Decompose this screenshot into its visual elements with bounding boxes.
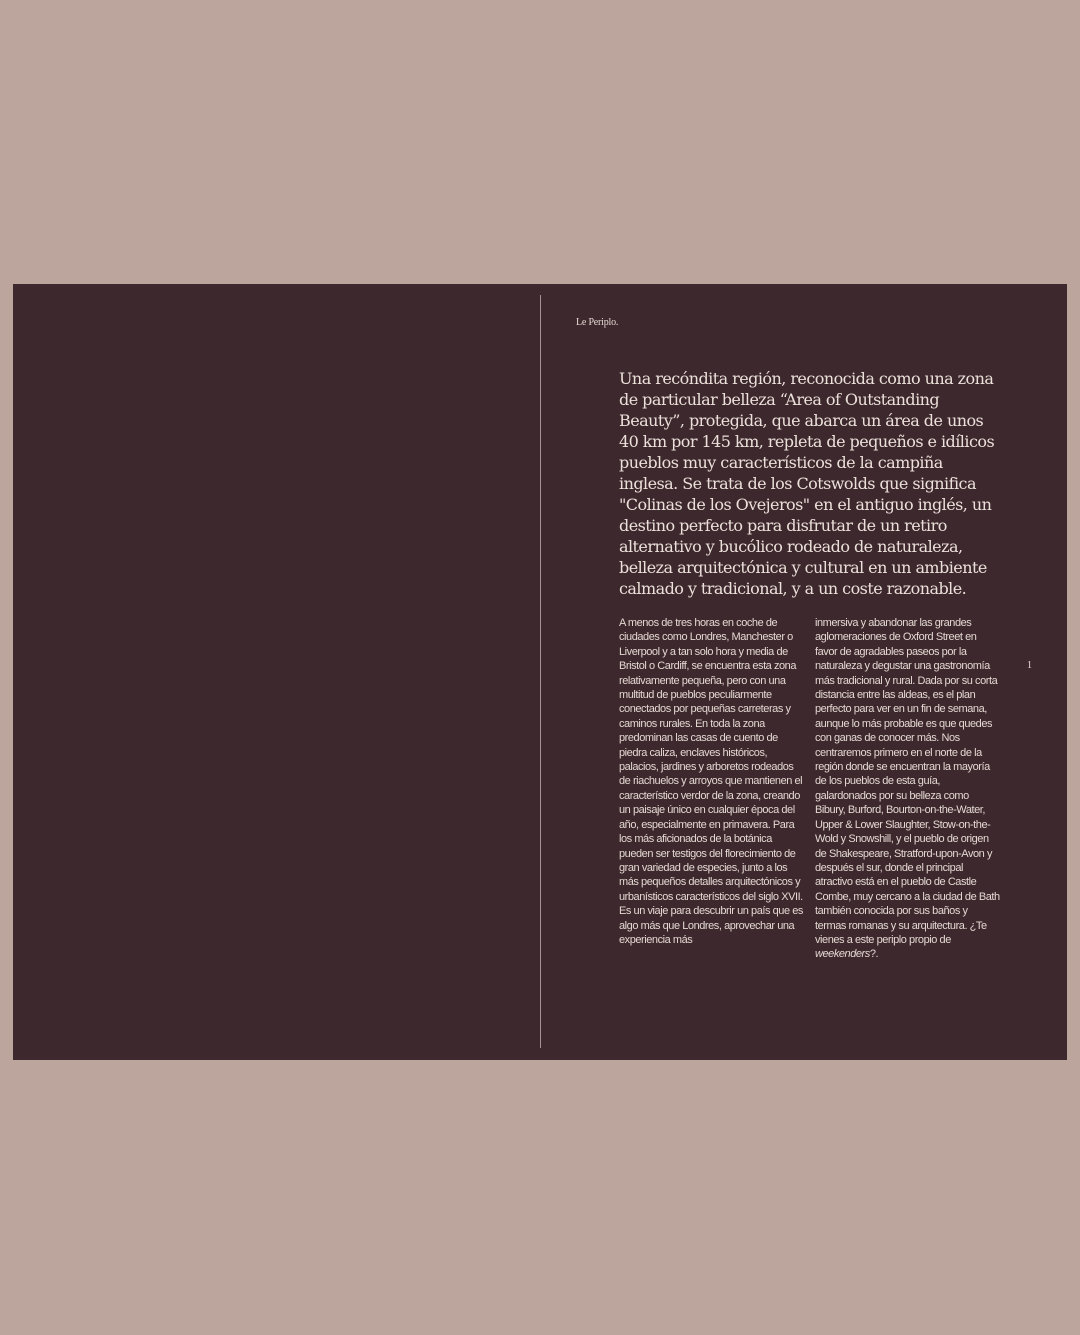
body-text: inmersiva y abandonar las grandes aglomeraciones de Oxford Street en favor de agradables paseos por la naturaleza y degustar una gastronomía más tradicional y rural. Dada por su corta distancia entre las aldeas, es el plan perfecto para ver en un fin de semana, aunque lo más probable es que quedes con ganas de conocer más. Nos centraremos primero en el norte de la región donde se encuentran la mayoría de los pueblos de esta guía, galardonados por su belleza como Bibury, Burford, Bourton-on-the-Water, Upper & Lower Slaughter, Stow-on-the-Wold y Snowshill, y el pueblo de origen de Shakespeare, Stratford-upon-Avon y después el sur, donde el principal atractivo está en el pueblo de Castle Combe, muy cercano a la ciudad de Bath también conocida por sus baños y termas romanas y su arquitectura. ¿Te vienes a este periplo propio de (815, 617, 1000, 946)
body-column-1 (619, 616, 805, 947)
closing-text: ?. (869, 948, 879, 961)
right-page (541, 284, 1067, 1060)
left-page (13, 284, 540, 1060)
body-paragraph (815, 616, 1001, 962)
page-number: 1 (1027, 660, 1032, 671)
body-paragraph: A menos de tres horas en coche de ciudades como Londres, Manchester o Liverpool y a tan solo hora y media de Bristol o Cardiff, se encuentra esta zona relativamente pequeña, pero con una multitud de pueblos peculiarmente conectados por pequeñas carreteras y caminos rurales. En toda la zona predominan las casas de cuento de piedra caliza, enclaves históricos, palacios, jardines y arboretos rodeados de riachuelos y arroyos que mantienen el característico verdor de la zona, creando un paisaje único en cualquier época del año, especialmente en primavera. Para los más aficionados de la botánica pueden ser testigos del florecimiento de gran variedad de especies, junto a los más pequeños detalles arquitectónicos y urbanísticos característicos del siglo XVII. (619, 617, 803, 903)
brand-name: Le Periplo. (576, 317, 619, 328)
magazine-spread (13, 284, 1067, 1060)
italic-term: weekenders (815, 948, 870, 961)
body-column-2 (815, 616, 1001, 962)
lead-paragraph: Una recóndita región, reconocida como una zona de particular belleza “Area of Outstanding Beauty”, protegida, que abarca un área de unos 40 km por 145 km, repleta de pequeños e idílicos pueblos muy característicos de la campiña inglesa. Se trata de los Cotswolds que significa "Colinas de los Ovejeros" en el antiguo inglés, un destino perfecto para disfrutar de un retiro alternativo y bucólico rodeado de naturaleza, belleza arquitectónica y cultural en un ambiente calmado y tradicional, y a un coste razonable. (619, 369, 995, 598)
body-paragraph: Es un viaje para descubrir un país que es algo más que Londres, aprovechar una experiencia más (619, 905, 803, 946)
